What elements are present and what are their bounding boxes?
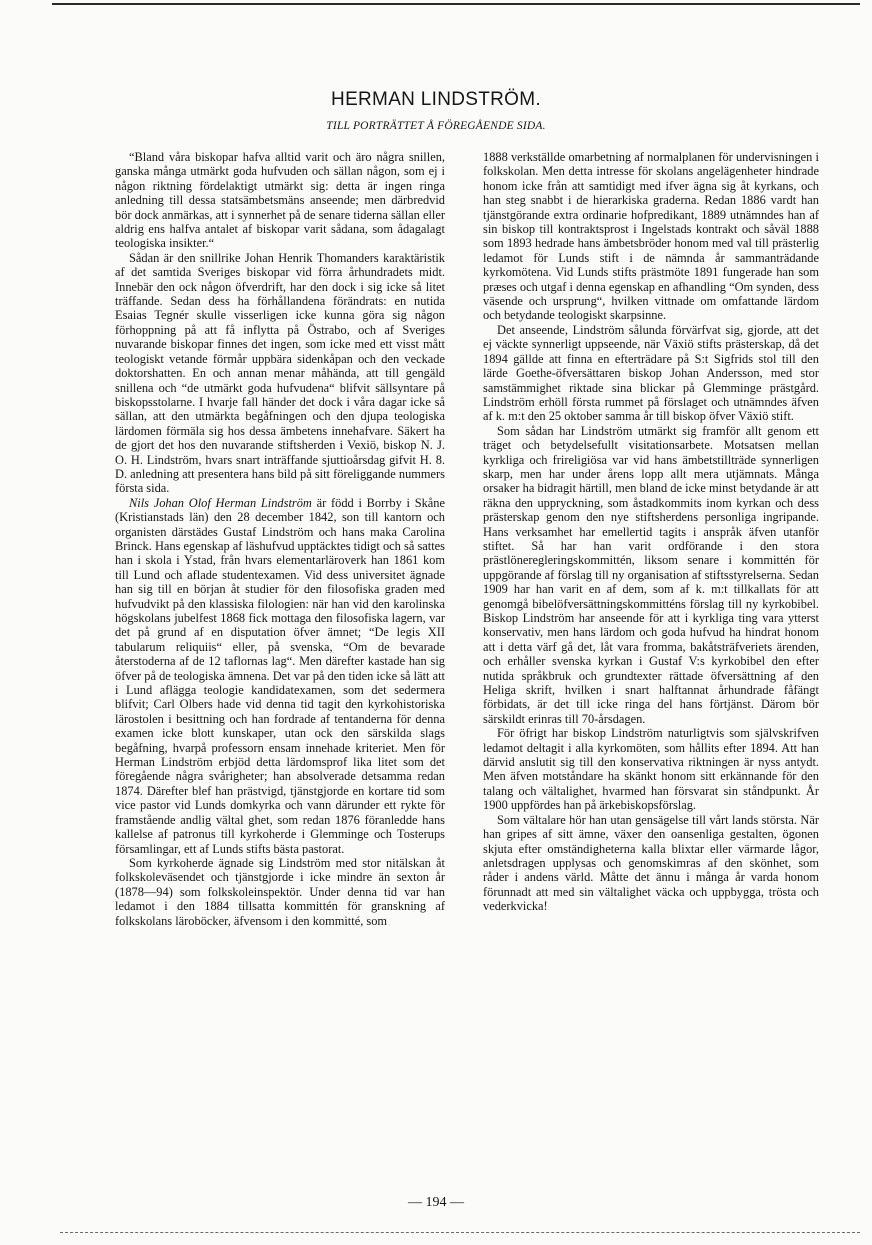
page-number: — 194 — <box>408 1195 464 1210</box>
paragraph-biography <box>115 496 445 856</box>
top-rule <box>52 3 860 5</box>
paragraph: Som vältalare hör han utan gensägelse till vårt lands största. När han gripes af sitt ämne, växer den oansenliga gestalten, ögonen skjuta efter omständigheterna kalla blixtar eller värmarde lågor, anletsdragen upplysas och genomskimras af den skönhet, som råder i andens värld. Måtte det ännu i många år varda honom förunnadt att med sin vältalighet väcka och uppbygga, trösta och vederkvicka! <box>483 812 819 914</box>
left-column <box>115 150 445 928</box>
paragraph-text: är född i Borrby i Skåne (Kristianstads län) den 28 december 1842, son till kantorn och organisten därstädes Gustaf Lindström och hans maka Carolina Brinck. Hans egenskap af läshufvud upptäcktes tidigt och så sattes han i skola i Ystad, från hvars elementarläroverk han 1861 kom till Lund och aflade studentexamen. Vid dess universitet ägnade han sig till en början åt studier för den filosofiska graden med hufvudvikt på den klassiska filologien: när han vid den karolinska högskolans jubelfest 1868 fick mottaga den filosofiska lagern, var det på grund af en disputation öfver ämnet; “De legis XII tabularum reliquiis“ eller, på svenska, “Om de bevarade återstoderna af de 12 taflornas lag“. Men därefter kastade han sig öfver på de teologiska ämnena. Det var på den tiden icke så lätt att i Lund afläggа teologie kandidatexamen, som det sedermera blifvit; Carl Olbers hade vid denna tid tagit den kyrkohistoriska lärostolen i besittning och han fordrade af tentanderna för denna examen icke blott kunskaper, utan ock den särskilda slags begåfning, hvarpå professorn ensam innehade kriteriet. Men för Herman Lindström erbjöd detta lärdomsprof lika litet som det föregående några svårigheter; han absolverade detsamma redan 1874. Därefter blef han prästvigd, tjänstgjorde en kortare tid som vice pastor vid Lunds domkyrka och vann därunder ett rykte för framstående andlig vältal ghet, som redan 1876 föranledde hans kallelse af patronus till kyrkoherde i Glemminge och Tosterups församlingar, ett af Lunds stifts bästa pastorat. <box>115 495 445 856</box>
bottom-rule <box>60 1232 860 1233</box>
paragraph: Som sådan har Lindström utmärkt sig framför allt genom ett träget och betydelsefullt visitationsarbete. Motsatsen mellan kyrkliga och frireligiösa var vid hans ämbetstillträde synnerligen skarp, men har under årens lopp allt mera utjämnats. Många orsaker ha bidragit härtill, men bland de icke minst betydande är att räkna den uppryckning, som åstadkommits inom kyrkan och dess prästerskap genom den nye stiftsherdens personliga ingripande. Hans verksamhet har emellertid tagits i anspråk äfven utanför stiftet. Så har han varit ordförande i den stora prästlöneregleringskommittén, liksom senare i kommittén för uppgörande af förslag till ny organisation af stiftsstyrelserna. Sedan 1909 har han varit en af dem, som af k. m:t tillkallats för att genomgå bibelöfversättningskommitténs förslag till ny kyrkobibel. Biskop Lindström har anseende för att i kyrkliga ting vara ytterst konservativ, men hans lärdom och goda hufvud ha hindrat honom att i detta värf gå det, låt vara fromma, bakåtsträfveriets ärenden, och erhåller svenska kyrkan i Gustaf V:s kyrkobibel den efter nutida språkbruk och grundtexter rättade öfversättning af den Heliga skrift, hvilken i snart halftannat århundrade fåfängt förbidats, är det till icke ringa del hans förtjänst. Därom bör särskildt erinras till 70-årsdagen. <box>483 423 819 726</box>
paragraph: Det anseende, Lindström sålunda förvärfvat sig, gjorde, att det ej väckte synnerligt uppseende, när Växiö stifts prästerskap, då det 1894 gällde att finna en efterträdare på S:t Sigfrids stol till den lärde Goethe-öfversättaren biskop Johan Andersson, med stor samstämmighet riktade sina blickar på Glemminge prästgård. Lindström erhöll första rummet på förslaget och utnämndes äfven af k. m:t den 25 oktober samma år till biskop öfver Växiö stift. <box>483 322 819 424</box>
right-column <box>483 150 819 914</box>
paragraph: För öfrigt har biskop Lindström naturligtvis som självskrifven ledamot deltagit i alla kyrkomöten, som hållits efter 1894. Att han därvid anslutit sig till den konservativa riktningen är nyss antydt. Men äfven motståndare ha skänkt honom sitt erkännande för den talang och vältalighet, hvarmed han försvarat sin ståndpunkt. År 1900 uppfördes han på ärkebiskopsförslag. <box>483 726 819 813</box>
paragraph-continued: 1888 verkställde omarbetning af normalplanen för undervisningen i folkskolan. Men detta intresse för skolans angelägenheter hindrade honom icke från att samtidigt med ifver ägna sig åt kyrkans, och han steg snabbt i de hierarkiska graderna. Redan 1886 vardt han tjänstgörande extra ordinarie hofpredikant, 1889 utnämndes han af sin biskop till kontraktsprost i Ingelstads kontrakt och såväl 1888 som 1893 hedrade hans ämbetsbröder honom med val till prästerlig ledamot för Lunds stift i de nämnda år sammanträdande kyrkomötena. Vid Lunds stifts prästmöte 1891 fungerade han som præses och utgaf i denna egenskap en afhandling “Om synden, dess väsende och ursprung“, hvilken vittnade om omfattande lärdom och betydande teologiskt skarpsinne. <box>483 150 819 323</box>
paragraph-quote: “Bland våra biskopar hafva alltid varit och äro några snillen, ganska många utmärkt goda hufvuden och sällan någon, som ej i någon riktning fördelaktigt utmärkt sig: detta är ingen ringa anledning till dessa statsämbetsmäns anseende; men därbredvid bör dock anmärkas, att i synnerhet på de senare tiderna sällan eller aldrig ens halfva antalet af biskopar varit sådana, som ådagalagt teologiska insikter.“ <box>115 150 445 251</box>
paragraph: Sådan är den snillrike Johan Henrik Thomanders karaktäristik af det samtida Sveriges biskopar vid förra århundradets midt. Innebär den ock någon öfverdrift, har den dock i sig icke så litet träffande. Sedan dess ha förhållandena förändrats: en nutida Esaias Tegnér skulle visserligen icke kunna göra sig någon förhoppning på att få inflytta på Östrabo, och af Sveriges nuvarande biskopar finnes det ingen, som icke med ett visst mått teologiskt vetande förmår uppbära sidenkåpan och den veckade doktorshatten. En och annan menar måhända, att till gengäld snillena och “de utmärkt goda hufvudena“ blifvit sällsyntare på biskopsstolarne. I hvarje fall händer det dock i våra dagar icke så sällan, att den utmärkta begåfningen och den djupa teologiska lärdomen förmäla sig hos dessa ämbetens innehafvare. Säkert ha de gjort det hos den nuvarande stiftsherden i Vexiö, biskop N. J. O. H. Lindström, hvars snart inträffande sjuttioårsdag gifvit H. 8. D. anledning att presentera hans bild på sitt föreliggande nummers första sida. <box>115 250 445 496</box>
article-title: HERMAN LINDSTRÖM. <box>331 89 541 110</box>
subject-name: Nils Johan Olof Herman Lindström <box>129 495 312 510</box>
article-subtitle: TILL PORTRÄTTET Å FÖREGÅENDE SIDA. <box>326 120 546 132</box>
paragraph: Som kyrkoherde ägnade sig Lindström med stor nitälskan åt folkskoleväsendet och tjänstgjorde i icke mindre än sexton år (1878—94) som folkskoleinspektör. Under denna tid var han ledamot i den 1884 tillsatta kommittén för granskning af folkskolans läroböcker, äfvensom i den kommitté, som <box>115 855 445 928</box>
